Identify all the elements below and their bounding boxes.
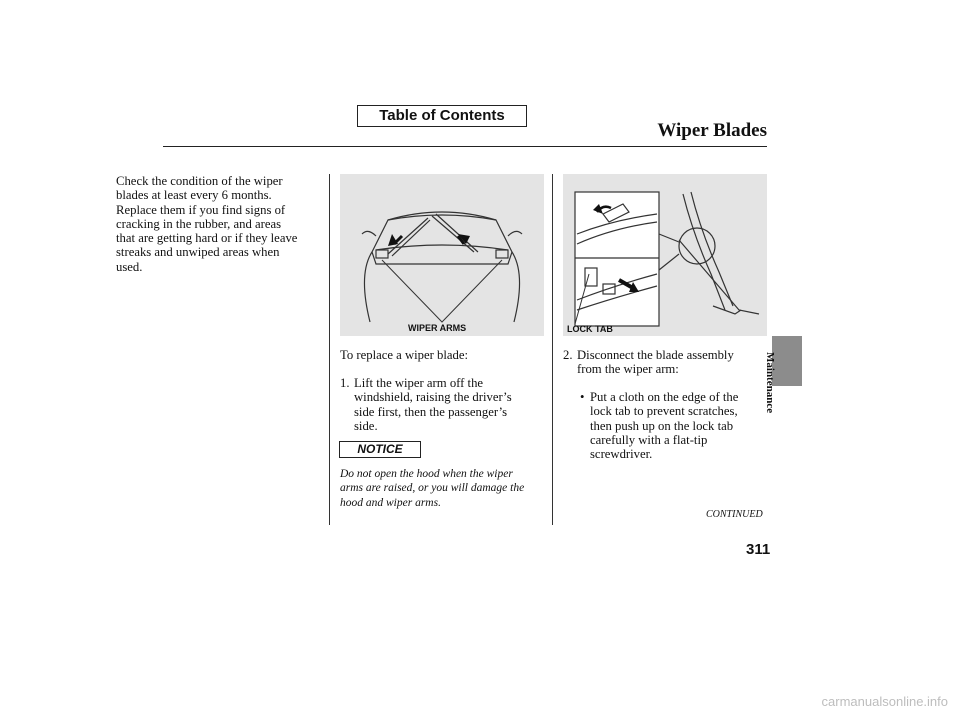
step1-text bbox=[354, 376, 544, 433]
page-title: Wiper Blades bbox=[657, 120, 767, 141]
text-line: windshield, raising the driver’s bbox=[354, 390, 512, 405]
section-tab bbox=[772, 336, 802, 386]
wiper-arms-caption: WIPER ARMS bbox=[408, 323, 467, 333]
text-line: Disconnect the blade assembly bbox=[577, 348, 734, 362]
text-line: Replace them if you find signs of bbox=[116, 202, 286, 217]
lock-tab-caption: LOCK TAB bbox=[567, 324, 613, 334]
text-line: arms are raised, or you will damage the bbox=[340, 482, 525, 495]
text-line: Do not open the hood when the wiper bbox=[340, 468, 513, 480]
table-of-contents-button[interactable]: Table of Contents bbox=[357, 105, 527, 127]
intro-text: To replace a wiper blade: bbox=[340, 348, 469, 362]
text-line: cracking in the rubber, and areas bbox=[116, 216, 282, 231]
wiper-arms-figure bbox=[340, 174, 544, 336]
lock-tab-illustration-icon bbox=[563, 174, 767, 336]
header-rule bbox=[163, 146, 767, 147]
text-line: Check the condition of the wiper bbox=[116, 174, 283, 188]
text-line: Put a cloth on the edge of the bbox=[590, 390, 739, 404]
text-line: from the wiper arm: bbox=[577, 362, 679, 377]
continued-label: CONTINUED bbox=[706, 509, 763, 520]
windshield-illustration-icon bbox=[340, 174, 544, 336]
column-divider bbox=[552, 174, 553, 525]
left-paragraph bbox=[116, 174, 326, 274]
step2-number: 2. bbox=[563, 348, 573, 362]
text-line: streaks and unwiped areas when bbox=[116, 245, 280, 260]
section-label: Maintenance bbox=[764, 352, 776, 414]
text-line: then push up on the lock tab bbox=[590, 418, 734, 433]
column-divider bbox=[329, 174, 330, 525]
text-line: carefully with a flat-tip bbox=[590, 432, 708, 447]
notice-label: NOTICE bbox=[339, 441, 421, 458]
text-line: Lift the wiper arm off the bbox=[354, 376, 484, 390]
text-line: screwdriver. bbox=[590, 447, 653, 462]
bullet-text bbox=[590, 390, 766, 461]
step1-number: 1. bbox=[340, 376, 350, 390]
text-line: that are getting hard or if they leave bbox=[116, 231, 298, 246]
lock-tab-figure bbox=[563, 174, 767, 336]
bullet-icon: • bbox=[580, 390, 585, 404]
step2-text bbox=[577, 348, 767, 377]
notice-text bbox=[340, 467, 550, 510]
text-line: side. bbox=[354, 418, 378, 433]
text-line: blades at least every 6 months. bbox=[116, 188, 272, 203]
text-line: side first, then the passenger’s bbox=[354, 404, 508, 419]
footer-watermark: carmanualsonline.info bbox=[821, 694, 948, 709]
text-line: lock tab to prevent scratches, bbox=[590, 404, 738, 419]
text-line: hood and wiper arms. bbox=[340, 496, 441, 509]
page-number: 311 bbox=[746, 541, 771, 558]
text-line: used. bbox=[116, 259, 143, 274]
